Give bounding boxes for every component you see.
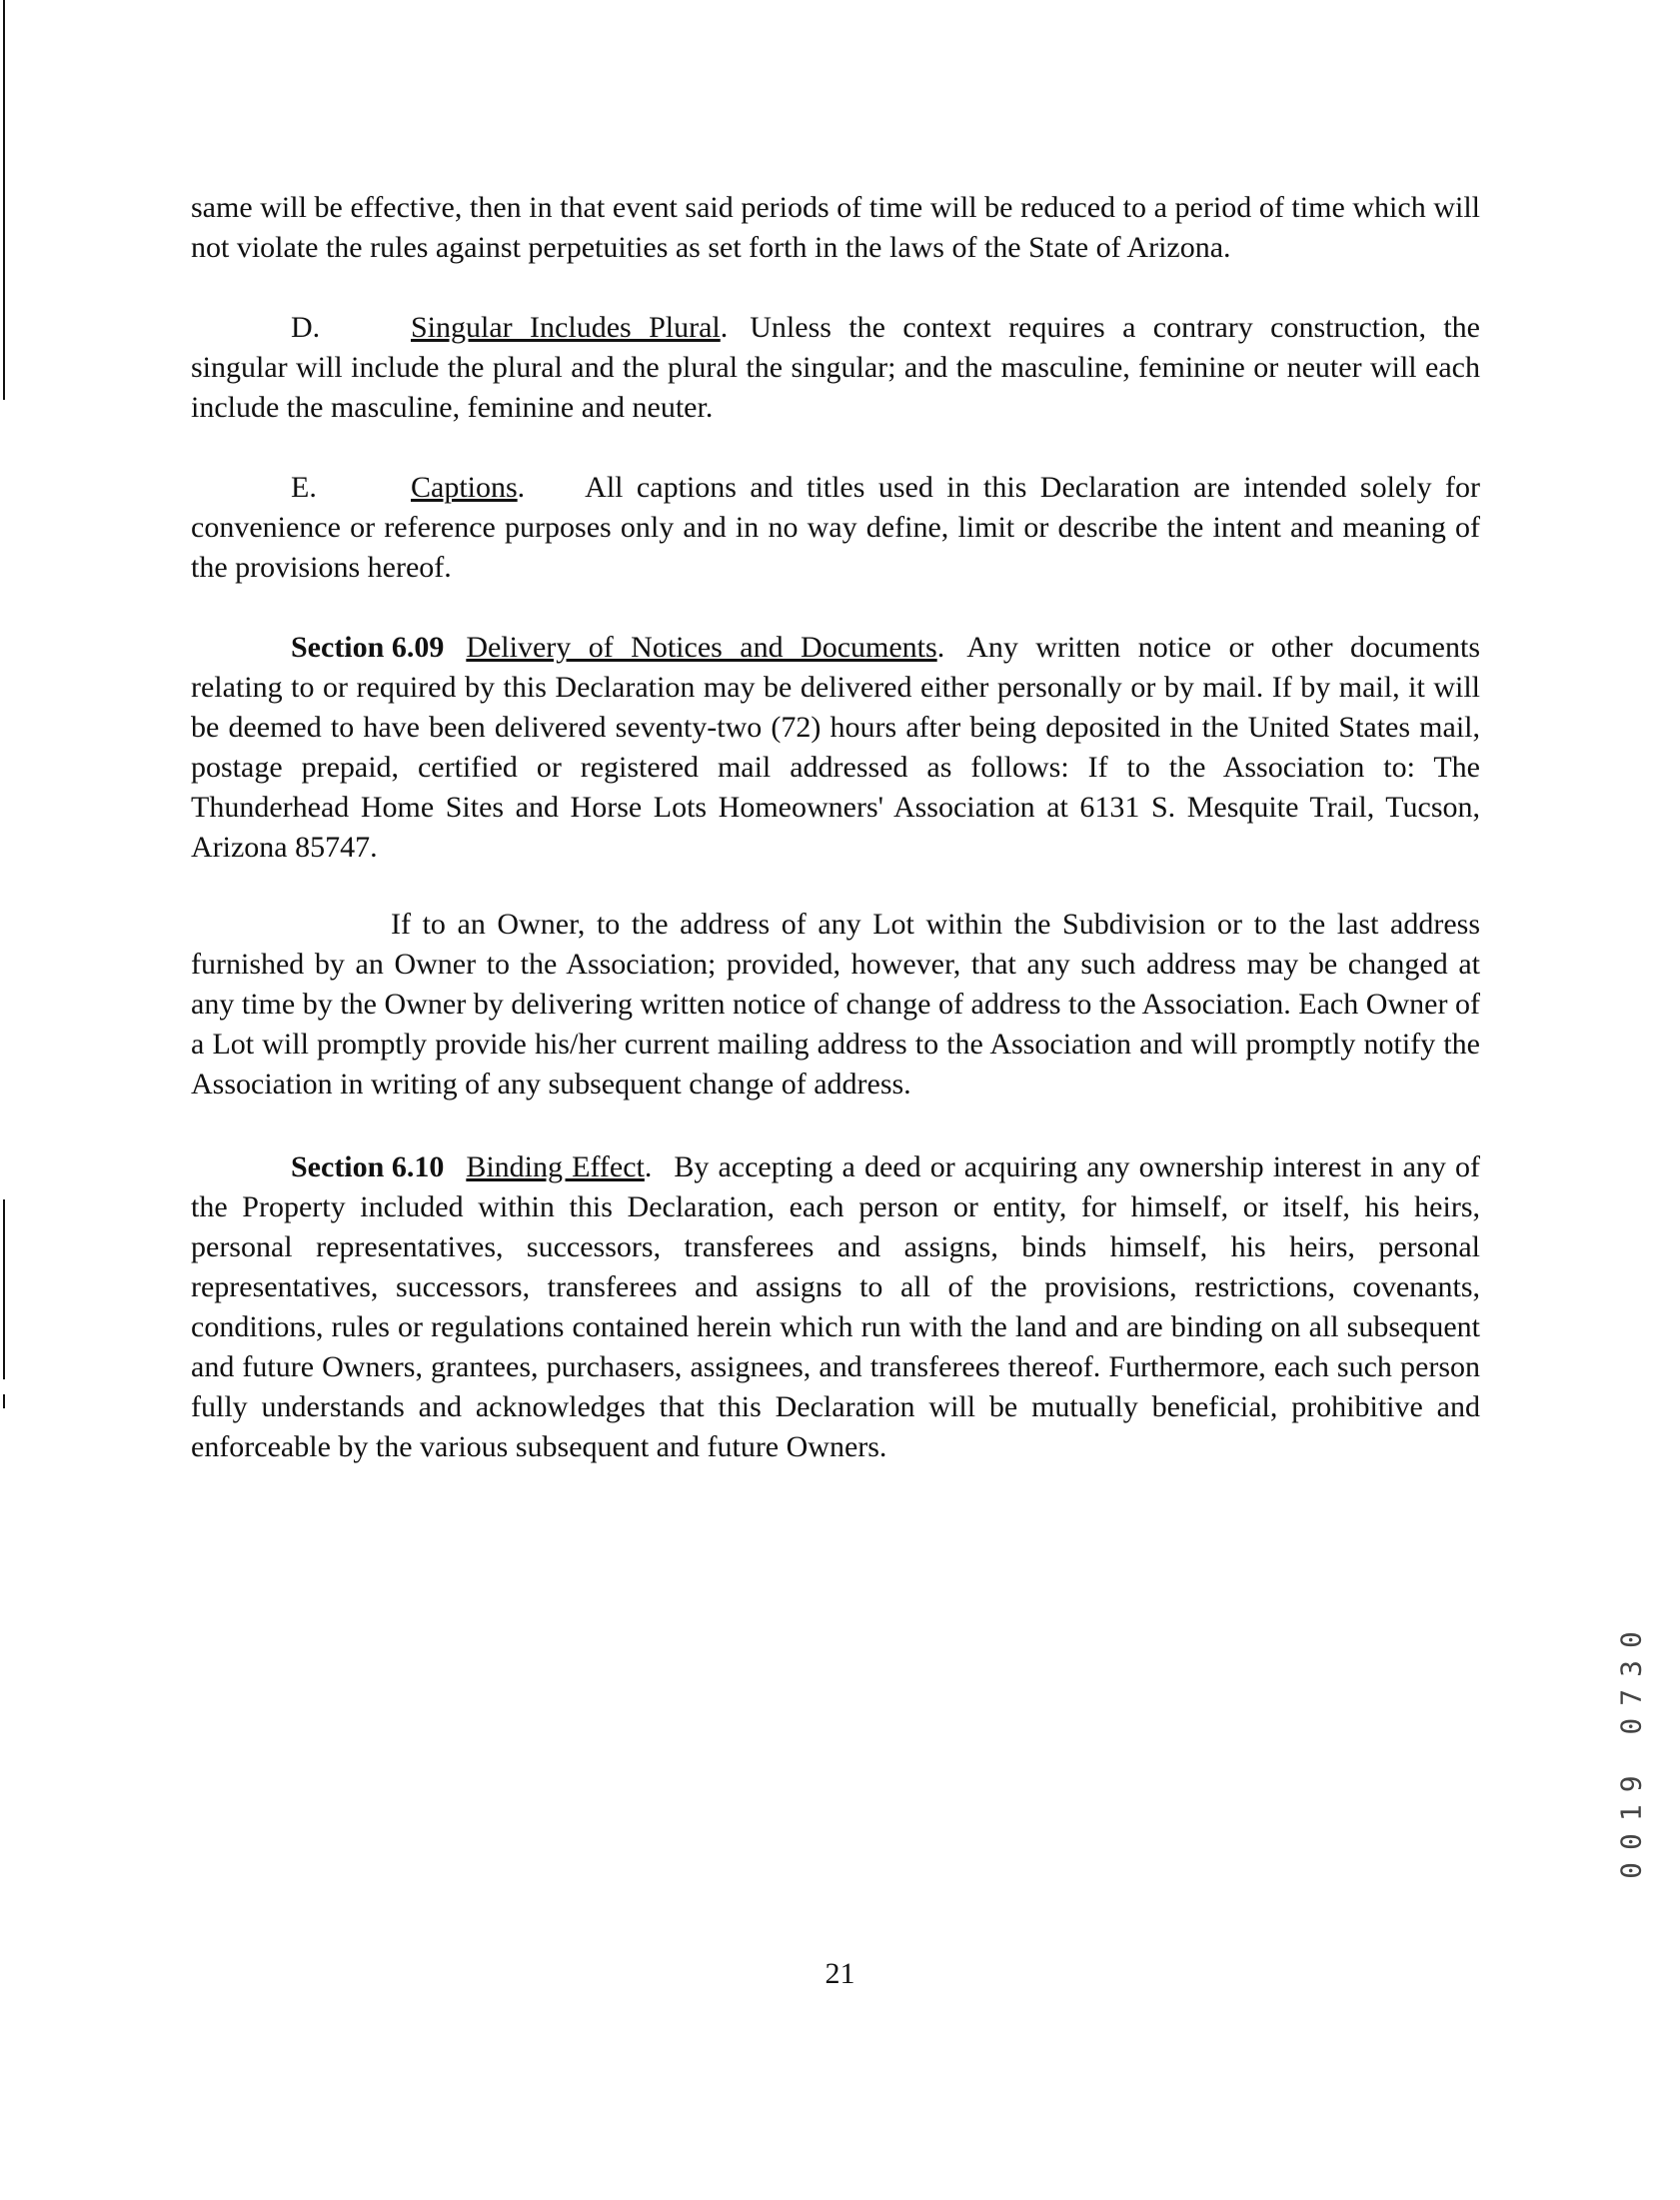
continuation-paragraph <box>191 188 1480 268</box>
paragraph-e: E. Captions. All captions and titles used in this Declaration are intended solely for convenience or reference purposes only and in no way define, limit or describe the intent and meaning of the provisions hereof. <box>191 468 1480 588</box>
section-6-09-heading: Delivery of Notices and Documents <box>466 631 937 664</box>
section-6-09: Section 6.09 Delivery of Notices and Documents. Any written notice or other documents relating to or required by this Declaration may be delivered either personally or by mail. If by mail, it will be deemed to have been delivered seventy-two (72) hours after being deposited in the United States mail, postage prepaid, certified or registered mail addressed as follows: If to the Association to: The Thunderhead Home Sites and Horse Lots Homeowners' Association at 6131 S. Mesquite Trail, Tucson, Arizona 85747. <box>191 628 1480 868</box>
section-6-10-number: Section 6.10 <box>291 1150 445 1183</box>
scan-margin-line <box>3 1199 5 1379</box>
section-6-10-heading: Binding Effect <box>466 1150 645 1183</box>
owner-address-text: If to an Owner, to the address of any Lot within the Subdivision or to the last address furnished by an Owner to the Association; provided, however, that any such address may be changed at any time by the Owner by delivering written notice of change of address to the Association. Each Owner of a Lot will promptly provide his/her current mailing address to the Association and will promptly notify the Association in writing of any subsequent change of address. <box>191 908 1480 1100</box>
scan-margin-tick <box>3 1394 5 1408</box>
recording-stamp <box>1611 1579 1651 1919</box>
paragraph-d-heading: Singular Includes Plural <box>411 311 721 344</box>
paragraph-e-heading: Captions <box>411 471 518 504</box>
recording-stamp-text: 0019 0730 <box>1614 1619 1648 1879</box>
section-6-09-text: Any written notice or other documents relating to or required by this Declaration may be delivered either personally or by mail. If by mail, it will be deemed to have been delivered seventy-two (72) hours after being deposited in the United States mail, postage prepaid, certified or registered mail addressed as follows: If to the Association to: The Thunderhead Home Sites and Horse Lots Homeowners' Association at 6131 S. Mesquite Trail, Tucson, Arizona 85747. <box>191 631 1480 864</box>
section-6-09-number: Section 6.09 <box>291 631 445 664</box>
continuation-text: same will be effective, then in that event said periods of time will be reduced to a period of time which will not violate the rules against perpetuities as set forth in the laws of the State of Arizona. <box>191 191 1480 264</box>
paragraph-d: D. Singular Includes Plural. Unless the context requires a contrary construction, the singular will include the plural and the plural the singular; and the masculine, feminine or neuter will each include the masculine, feminine and neuter. <box>191 308 1480 428</box>
scan-margin-line <box>3 0 5 400</box>
owner-address-paragraph <box>191 905 1480 1104</box>
page-number: 21 <box>825 1957 855 1990</box>
paragraph-d-text: Unless the context requires a contrary construction, the singular will include the plural and the plural the singular; and the masculine, feminine or neuter will each include the masculine, feminine and neuter. <box>191 311 1480 424</box>
section-6-10: Section 6.10 Binding Effect. By accepting a deed or acquiring any ownership interest in any of the Property included within this Declaration, each person or entity, for himself, or itself, his heirs, personal representatives, successors, transferees and assigns, binds himself, his heirs, personal representatives, successors, transferees and assigns to all of the provisions, restrictions, covenants, conditions, rules or regulations contained herein which run with the land and are binding on all subsequent and future Owners, grantees, purchasers, assignees, and transferees thereof. Furthermore, each such person fully understands and acknowledges that this Declaration will be mutually beneficial, prohibitive and enforceable by the various subsequent and future Owners. <box>191 1147 1480 1467</box>
paragraph-e-label: E. <box>291 471 317 504</box>
section-6-10-text: By accepting a deed or acquiring any ownership interest in any of the Property included within this Declaration, each person or entity, for himself, or itself, his heirs, personal representatives, successors, transferees and assigns, binds himself, his heirs, personal representatives, successors, transferees and assigns to all of the provisions, restrictions, covenants, conditions, rules or regulations contained herein which run with the land and are binding on all subsequent and future Owners, grantees, purchasers, assignees, and transferees thereof. Furthermore, each such person fully understands and acknowledges that this Declaration will be mutually beneficial, prohibitive and enforceable by the various subsequent and future Owners. <box>191 1150 1480 1463</box>
paragraph-e-text: All captions and titles used in this Declaration are intended solely for convenience or reference purposes only and in no way define, limit or describe the intent and meaning of the provisions hereof. <box>191 471 1480 584</box>
paragraph-d-label: D. <box>291 311 321 344</box>
